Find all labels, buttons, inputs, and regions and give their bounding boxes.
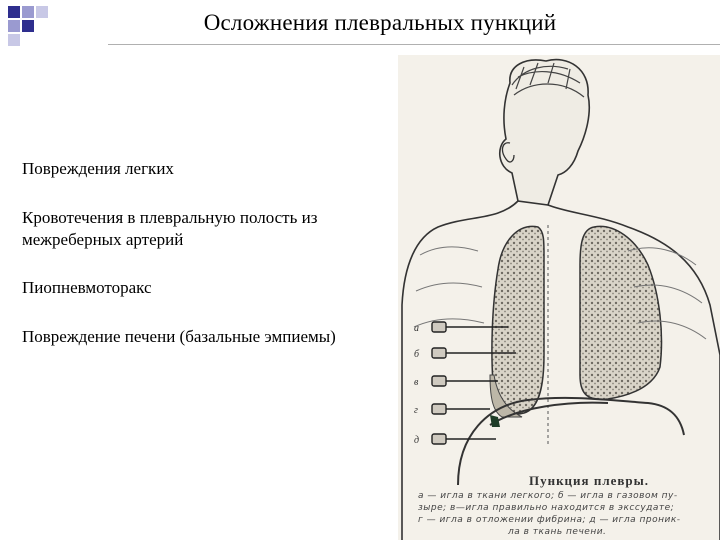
bullet-bleeding: Кровотечения в плевральную полость из межреберных артерий xyxy=(22,208,318,249)
title-divider xyxy=(108,44,720,45)
needle-label-a: а xyxy=(414,323,419,334)
slide-title: Осложнения плевральных пункций xyxy=(203,10,557,35)
figure-caption-line: а — игла в ткани легкого; б — игла в газовом пу- xyxy=(418,491,678,501)
needle-label-g: г xyxy=(414,405,418,416)
right-lung xyxy=(580,226,662,399)
head-outline xyxy=(500,60,590,205)
figure-caption-title: Пункция плевры. xyxy=(528,473,650,488)
figure-caption-line: ла в ткань печени. xyxy=(508,527,607,537)
pleural-puncture-illustration xyxy=(398,55,720,540)
bullet-liver-injury: Повреждение печени (базальные эмпиемы) xyxy=(22,327,336,346)
anatomy-drawing xyxy=(398,55,720,540)
figure-caption-line: зыре; в—игла правильно находится в экссудате; xyxy=(418,503,675,513)
complications-list xyxy=(22,158,402,375)
needle-label-v: в xyxy=(414,377,419,388)
bullet-pyopneumothorax: Пиопневмоторакс xyxy=(22,278,152,297)
needle-label-b: б xyxy=(414,349,420,360)
needle-label-d: д xyxy=(414,435,420,446)
needle-labels xyxy=(414,323,420,446)
left-lung xyxy=(492,226,544,414)
diaphragm xyxy=(458,398,684,485)
figure-caption-line: г — игла в отложении фибрина; д — игла проник- xyxy=(418,515,681,525)
bullet-lung-injury: Повреждения легких xyxy=(22,159,174,178)
